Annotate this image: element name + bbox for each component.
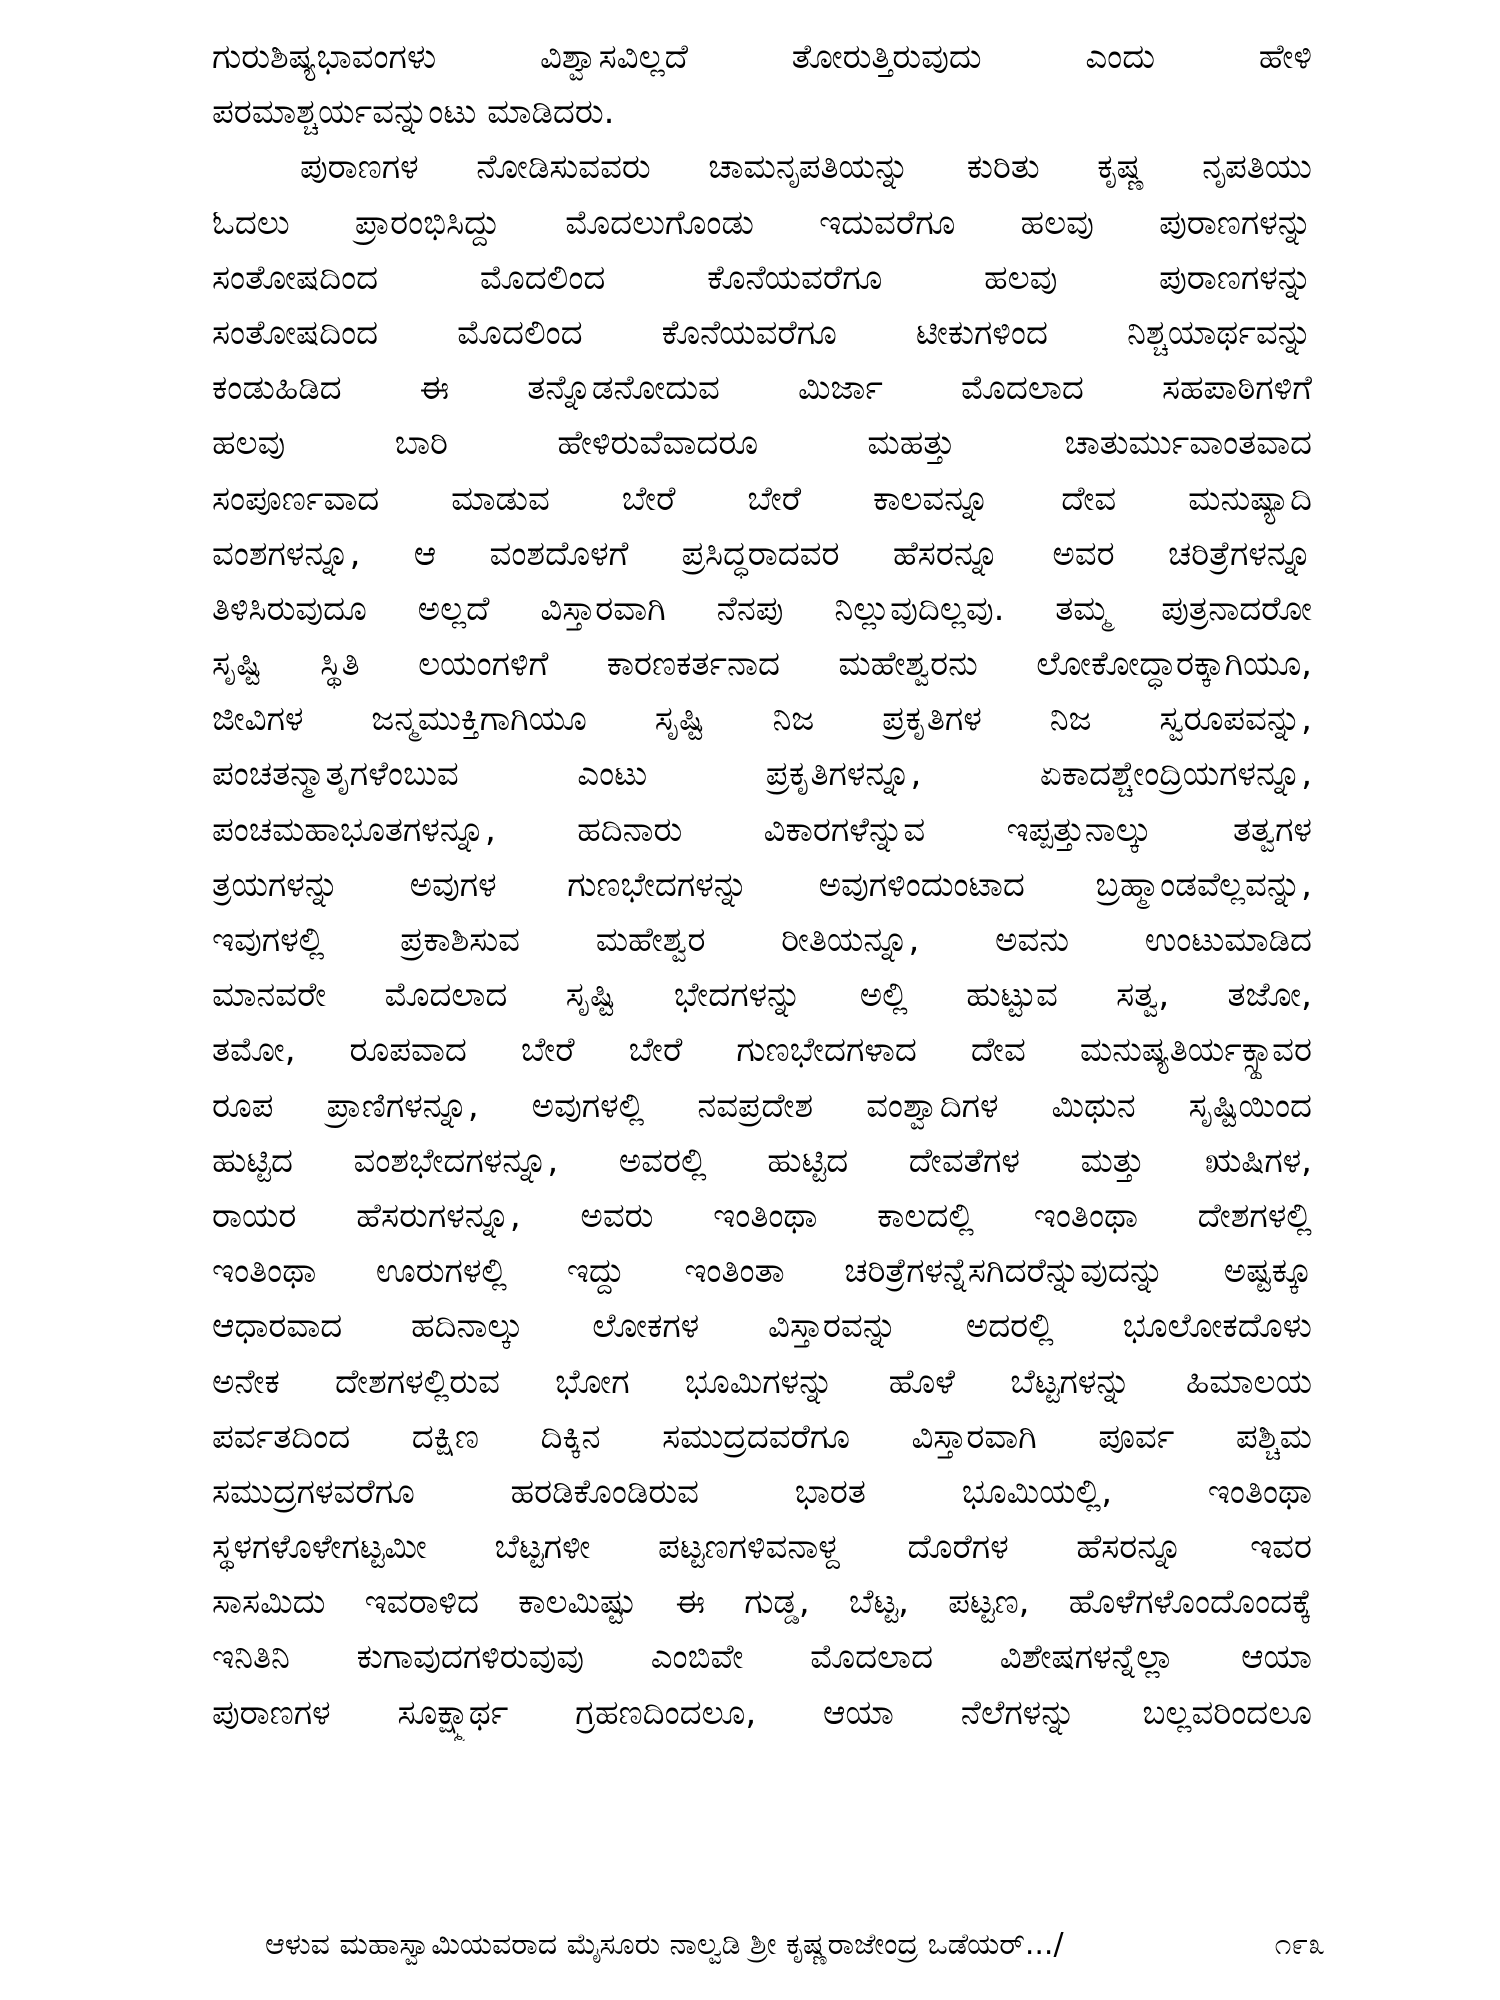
- text-line: ಸಂತೋಷದಿಂದ ಮೊದಲಿಂದ ಕೊನೆಯವರೆಗೂ ಟೀಕುಗಳಿಂದ ನಿಶ್ಚಯಾರ್ಥವನ್ನು: [212, 312, 1312, 353]
- text-line: ಗುರುಶಿಷ್ಯಭಾವಂಗಳು ವಿಶ್ವಾಸವಿಲ್ಲದೆ ತೋರುತ್ತಿರುವುದು ಎಂದು ಹೇಳಿ: [212, 37, 1312, 77]
- text-line: ಪುರಾಣಗಳ ನೋಡಿಸುವವರು ಚಾಮನೃಪತಿಯನ್ನು ಕುರಿತು ಕೃಷ್ಣ ನೃಪತಿಯು: [300, 147, 1312, 188]
- body-text: [212, 30, 1312, 1741]
- text-line: ಓದಲು ಪ್ರಾರಂಭಿಸಿದ್ದು ಮೊದಲುಗೊಂಡು ಇದುವರೆಗೂ ಹಲವು ಪುರಾಣಗಳನ್ನು: [212, 202, 1312, 243]
- text-line: ಸಂಪೂರ್ಣವಾದ ಮಾಡುವ ಬೇರೆ ಬೇರೆ ಕಾಲವನ್ನೂ ದೇವ ಮನುಷ್ಯಾದಿ: [212, 478, 1312, 519]
- text-line: ರಾಯರ ಹೆಸರುಗಳನ್ನೂ, ಅವರು ಇಂತಿಂಥಾ ಕಾಲದಲ್ಲಿ ಇಂತಿಂಥಾ ದೇಶಗಳಲ್ಲಿ: [212, 1195, 1312, 1236]
- text-line: ಆಧಾರವಾದ ಹದಿನಾಲ್ಕು ಲೋಕಗಳ ವಿಸ್ತಾರವನ್ನು ಅದರಲ್ಲಿ ಭೂಲೋಕದೊಳು: [212, 1306, 1312, 1347]
- footer-running-title: ಆಳುವ ಮಹಾಸ್ವಾಮಿಯವರಾದ ಮೈಸೂರು ನಾಲ್ವಡಿ ಶ್ರೀ ಕೃಷ್ಣರಾಜೇಂದ್ರ ಒಡೆಯರ್.../: [265, 1927, 1064, 1962]
- text-line: ವಂಶಗಳನ್ನೂ, ಆ ವಂಶದೊಳಗೆ ಪ್ರಸಿದ್ಧರಾದವರ ಹೆಸರನ್ನೂ ಅವರ ಚರಿತ್ರೆಗಳನ್ನೂ: [212, 533, 1312, 574]
- text-line: ಹಲವು ಬಾರಿ ಹೇಳಿರುವೆವಾದರೂ ಮಹತ್ತು ಚಾತುರ್ಮುವಾಂತವಾದ: [212, 423, 1312, 464]
- text-line: ತಮೋ, ರೂಪವಾದ ಬೇರೆ ಬೇರೆ ಗುಣಭೇದಗಳಾದ ದೇವ ಮನುಷ್ಯತಿರ್ಯಕ್ಸ್ಥಾವರ: [212, 1030, 1312, 1071]
- text-line: ಇನಿತಿನಿ ಕುಗಾವುದಗಳಿರುವುವು ಎಂಬಿವೇ ಮೊದಲಾದ ವಿಶೇಷಗಳನ್ನೆಲ್ಲಾ ಆಯಾ: [212, 1637, 1312, 1678]
- text-line: ಸೃಷ್ಟಿ ಸ್ಥಿತಿ ಲಯಂಗಳಿಗೆ ಕಾರಣಕರ್ತನಾದ ಮಹೇಶ್ವರನು ಲೋಕೋದ್ಧಾರಕ್ಕಾಗಿಯೂ,: [212, 644, 1312, 685]
- text-line: ಪಂಚಮಹಾಭೂತಗಳನ್ನೂ, ಹದಿನಾರು ವಿಕಾರಗಳೆನ್ನುವ ಇಪ್ಪತ್ತುನಾಲ್ಕು ತತ್ವಗಳ: [212, 809, 1312, 850]
- text-line: ಪರಮಾಶ್ಚರ್ಯವನ್ನುಂಟು ಮಾಡಿದರು.: [212, 92, 615, 133]
- text-line: ಇವುಗಳಲ್ಲಿ ಪ್ರಕಾಶಿಸುವ ಮಹೇಶ್ವರ ರೀತಿಯನ್ನೂ, ಅವನು ಉಂಟುಮಾಡಿದ: [212, 920, 1312, 960]
- text-line: ಪಂಚತನ್ಮಾತೃಗಳೆಂಬುವ ಎಂಟು ಪ್ರಕೃತಿಗಳನ್ನೂ, ಏಕಾದಶ್ಚೇಂದ್ರಿಯಗಳನ್ನೂ,: [212, 754, 1312, 795]
- text-line: ಪರ್ವತದಿಂದ ದಕ್ಷಿಣ ದಿಕ್ಕಿನ ಸಮುದ್ರದವರೆಗೂ ವಿಸ್ತಾರವಾಗಿ ಪೂರ್ವ ಪಶ್ಚಿಮ: [212, 1416, 1312, 1457]
- text-line: ಕಂಡುಹಿಡಿದ ಈ ತನ್ನೊಡನೋದುವ ಮಿರ್ಜಾ ಮೊದಲಾದ ಸಹಪಾಠಿಗಳಿಗೆ: [212, 368, 1312, 409]
- text-line: ಸಮುದ್ರಗಳವರೆಗೂ ಹರಡಿಕೊಂಡಿರುವ ಭಾರತ ಭೂಮಿಯಲ್ಲಿ, ಇಂತಿಂಥಾ: [212, 1471, 1312, 1512]
- page-footer: [265, 1920, 1325, 1970]
- text-line: ಇಂತಿಂಥಾ ಊರುಗಳಲ್ಲಿ ಇದ್ದು ಇಂತಿಂತಾ ಚರಿತ್ರೆಗಳನ್ನೆಸಗಿದರೆನ್ನುವುದನ್ನು ಅಷ್ಟಕ್ಕೂ: [212, 1251, 1312, 1292]
- text-line: ಸಂತೋಷದಿಂದ ಮೊದಲಿಂದ ಕೊನೆಯವರೆಗೂ ಹಲವು ಪುರಾಣಗಳನ್ನು: [212, 257, 1312, 298]
- text-line: ಹುಟ್ಟಿದ ವಂಶಭೇದಗಳನ್ನೂ, ಅವರಲ್ಲಿ ಹುಟ್ಟಿದ ದೇವತೆಗಳ ಮತ್ತು ಋಷಿಗಳ,: [212, 1140, 1312, 1181]
- text-line: ತಿಳಿಸಿರುವುದೂ ಅಲ್ಲದೆ ವಿಸ್ತಾರವಾಗಿ ನೆನಪು ನಿಲ್ಲುವುದಿಲ್ಲವು. ತಮ್ಮ ಪುತ್ರನಾದರೋ: [212, 588, 1312, 629]
- text-line: ಮಾನವರೇ ಮೊದಲಾದ ಸೃಷ್ಟಿ ಭೇದಗಳನ್ನು ಅಲ್ಲಿ ಹುಟ್ಟುವ ಸತ್ವ, ತಜೋ,: [212, 975, 1312, 1016]
- text-line: ತ್ರಯಗಳನ್ನು ಅವುಗಳ ಗುಣಭೇದಗಳನ್ನು ಅವುಗಳಿಂದುಂಟಾದ ಬ್ರಹ್ಮಾಂಡವೆಲ್ಲವನ್ನು,: [212, 864, 1312, 905]
- text-line: ಸ್ಥಳಗಳೊಳೇಗಟ್ಟಮೀ ಬೆಟ್ಟಗಳೀ ಪಟ್ಟಣಗಳಿವನಾಳ್ದ ದೊರೆಗಳ ಹೆಸರನ್ನೂ ಇವರ: [212, 1527, 1312, 1568]
- text-line: ಸಾಸಮಿದು ಇವರಾಳಿದ ಕಾಲಮಿಷ್ಟು ಈ ಗುಡ್ಡ, ಬೆಟ್ಟ, ಪಟ್ಟಣ, ಹೊಳೆಗಳೊಂದೊಂದಕ್ಕೆ: [212, 1582, 1312, 1623]
- text-line: ಜೀವಿಗಳ ಜನ್ಮಮುಕ್ತಿಗಾಗಿಯೂ ಸೃಷ್ಟಿ ನಿಜ ಪ್ರಕೃತಿಗಳ ನಿಜ ಸ್ವರೂಪವನ್ನು,: [212, 699, 1312, 740]
- text-line: ಪುರಾಣಗಳ ಸೂಕ್ಷ್ಮಾರ್ಥ ಗ್ರಹಣದಿಂದಲೂ, ಆಯಾ ನೆಲೆಗಳನ್ನು ಬಲ್ಲವರಿಂದಲೂ: [212, 1692, 1312, 1733]
- text-line: ರೂಪ ಪ್ರಾಣಿಗಳನ್ನೂ, ಅವುಗಳಲ್ಲಿ ನವಪ್ರದೇಶ ವಂಶ್ವಾದಿಗಳ ಮಿಥುನ ಸೃಷ್ಟಿಯಿಂದ: [212, 1085, 1312, 1126]
- footer-page-number: ೧೯೩: [1274, 1927, 1325, 1962]
- text-line: ಅನೇಕ ದೇಶಗಳಲ್ಲಿರುವ ಭೋಗ ಭೂಮಿಗಳನ್ನು ಹೊಳೆ ಬೆಟ್ಟಗಳನ್ನು ಹಿಮಾಲಯ: [212, 1361, 1312, 1402]
